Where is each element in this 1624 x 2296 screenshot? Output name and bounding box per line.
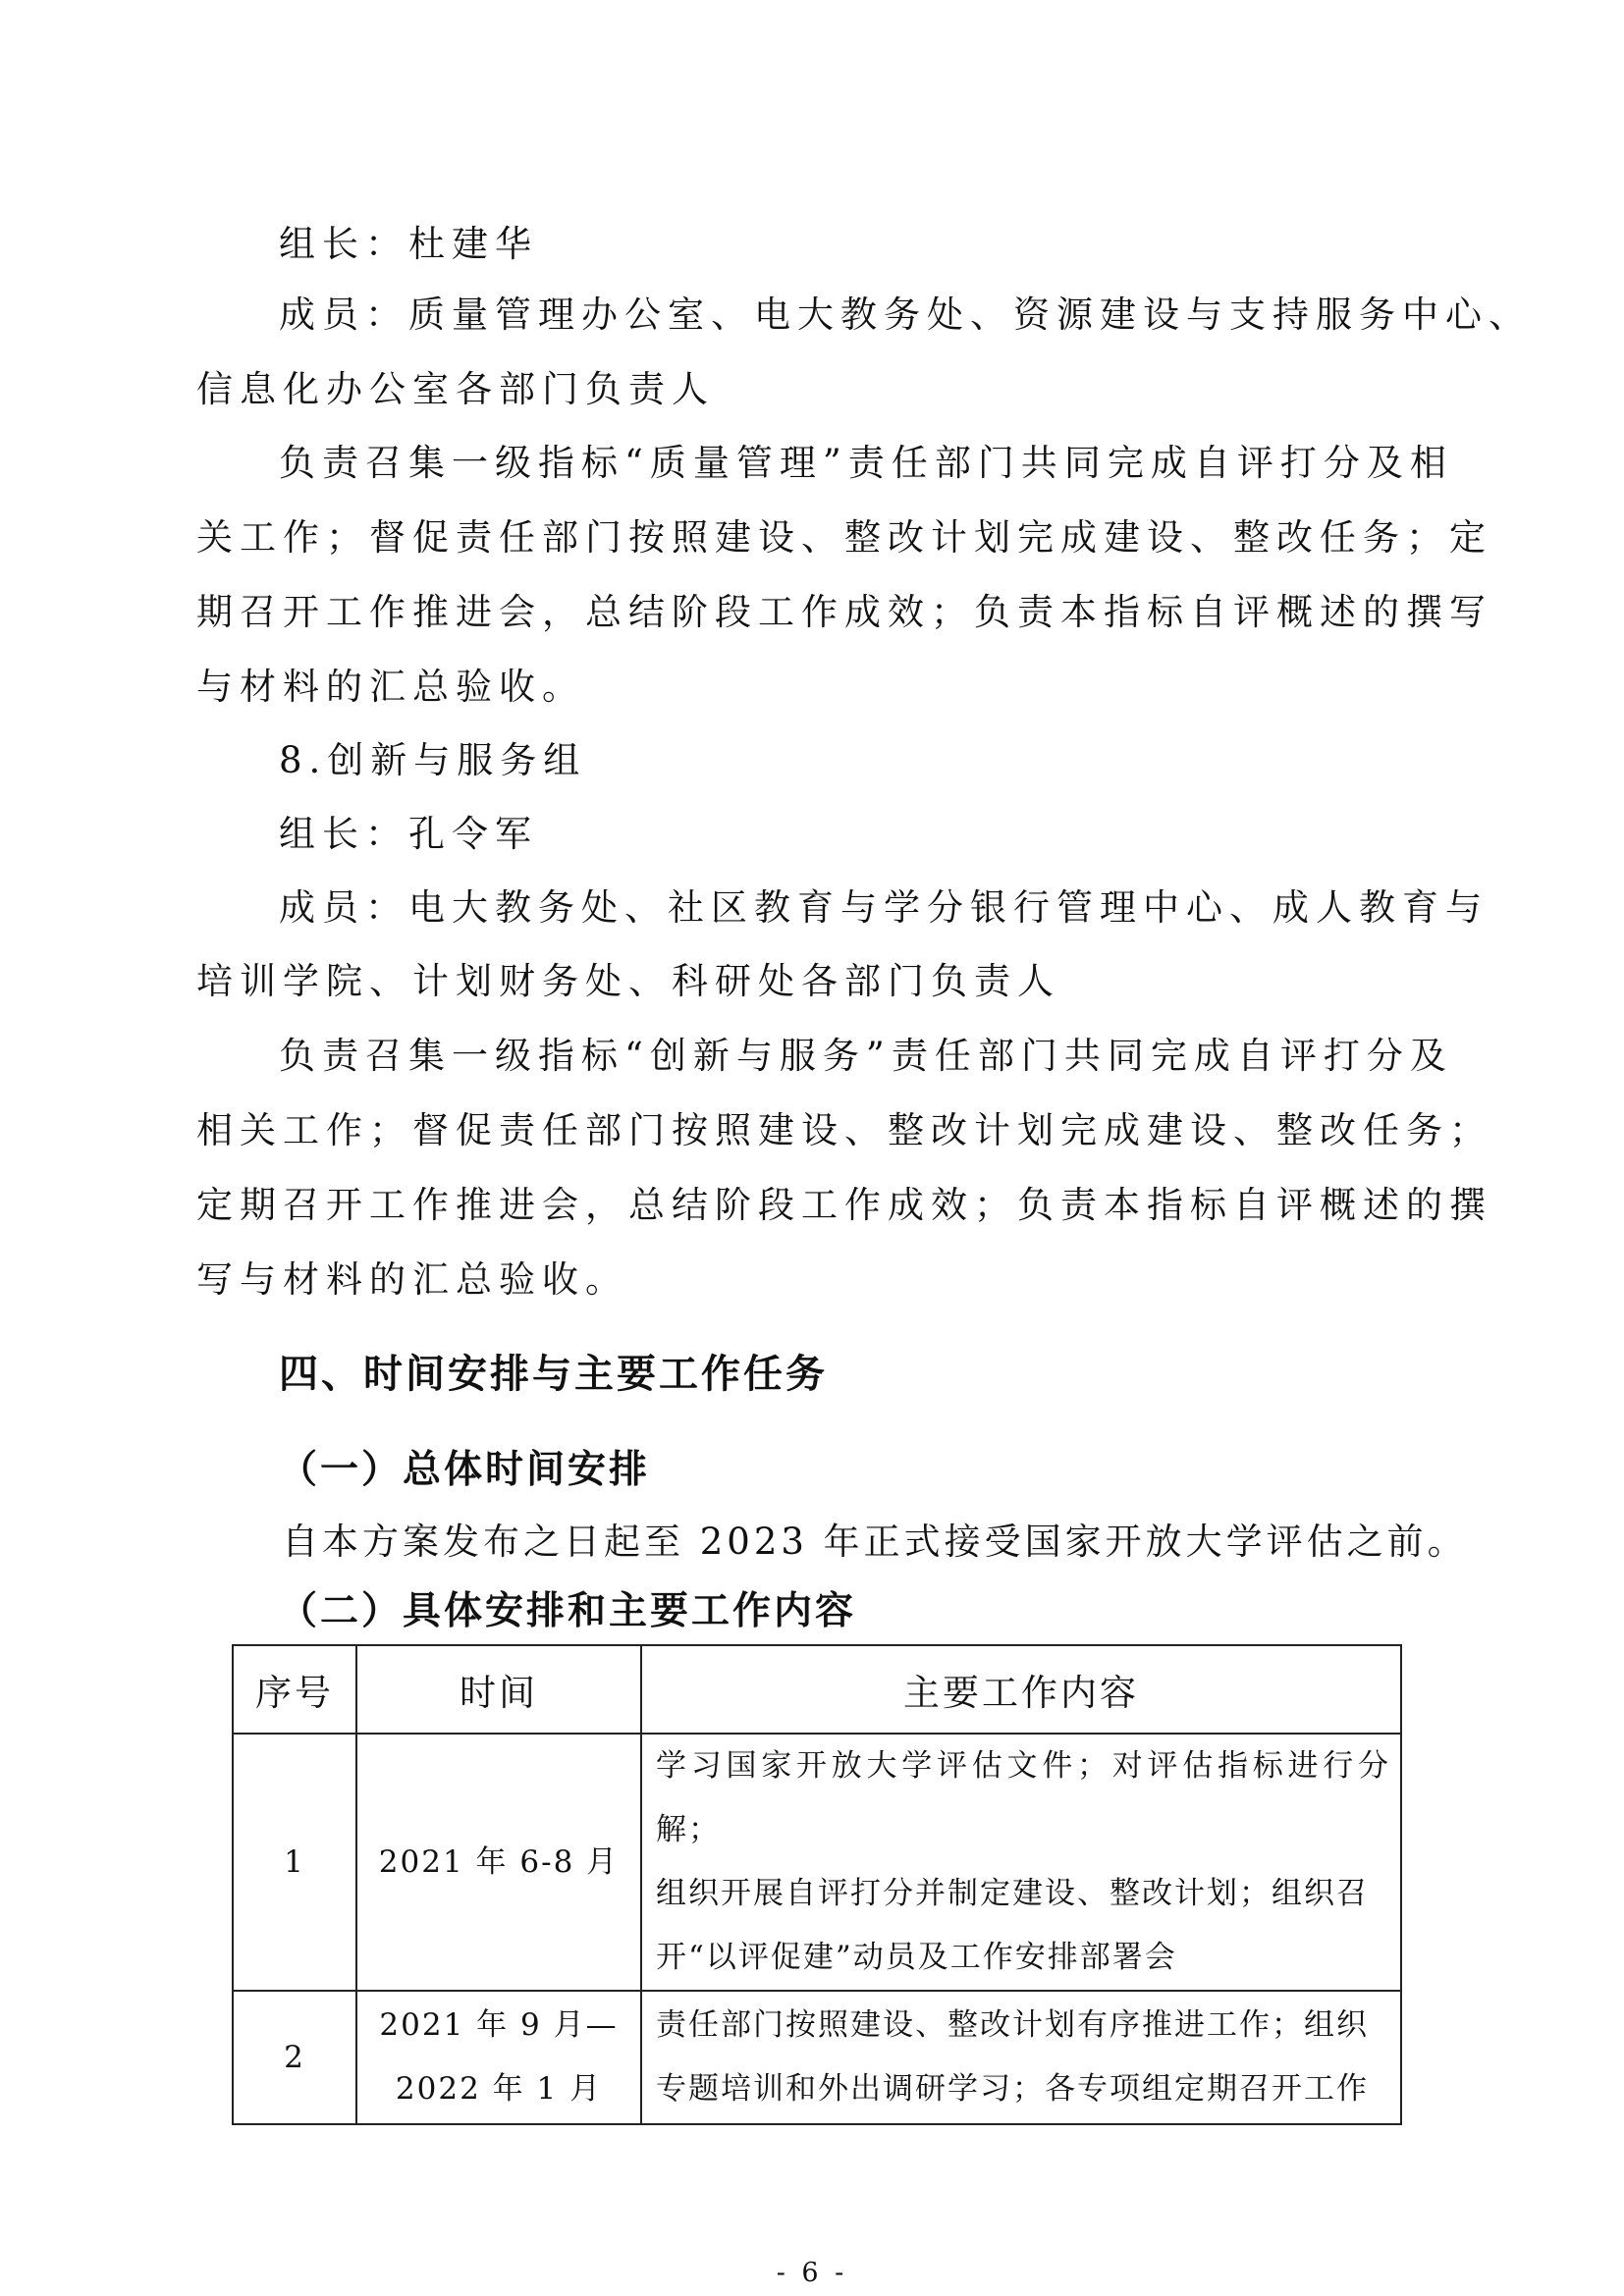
duty-line-8-3: 定期召开工作推进会，总结阶段工作成效；负责本指标自评概述的撰 <box>196 1184 1492 1226</box>
row-content-line: 开“以评促建”动员及工作安排部署会 <box>656 1940 1177 1975</box>
duty-line-8-4: 写与材料的汇总验收。 <box>196 1258 628 1301</box>
schedule-table <box>232 1644 1402 2125</box>
duty-line-7-2: 关工作；督促责任部门按照建设、整改计划完成建设、整改任务；定 <box>196 516 1492 559</box>
members-line-8-cont: 培训学院、计划财务处、科研处各部门负责人 <box>196 960 1060 1002</box>
members-line-7-cont: 信息化办公室各部门负责人 <box>196 368 715 410</box>
page-number: - 6 - <box>776 2258 848 2288</box>
table-row <box>233 1734 1401 1991</box>
row-content-line: 专题培训和外出调研学习；各专项组定期召开工作 <box>656 2071 1369 2107</box>
row-number-cell: 2 <box>233 1991 356 2124</box>
row-time-cell: 2021 年 6-8 月 <box>356 1734 641 1991</box>
duty-line-8-1: 负责召集一级指标“创新与服务”责任部门共同完成自评打分及 <box>279 1035 1453 1077</box>
row-number-cell: 1 <box>233 1734 356 1991</box>
duty-line-8-2: 相关工作；督促责任部门按照建设、整改计划完成建设、整改任务； <box>196 1109 1492 1151</box>
row-time-line: 2021 年 9 月— <box>379 2007 619 2043</box>
table-header-time: 时间 <box>356 1645 641 1734</box>
leader-line-7: 组长：杜建华 <box>279 223 538 265</box>
subsection-heading-2: （二）具体安排和主要工作内容 <box>279 1588 857 1633</box>
row-content-line: 学习国家开放大学评估文件；对评估指标进行分解； <box>656 1748 1390 1847</box>
schedule-text: 自本方案发布之日起至 2023 年正式接受国家开放大学评估之前。 <box>282 1521 1468 1563</box>
table-row <box>233 1991 1401 2124</box>
duty-line-7-1: 负责召集一级指标“质量管理”责任部门共同完成自评打分及相 <box>279 442 1453 484</box>
subsection-heading-1: （一）总体时间安排 <box>279 1447 651 1492</box>
group-8-title: 8.创新与服务组 <box>279 739 587 781</box>
row-content-line: 责任部门按照建设、整改计划有序推进工作；组织 <box>656 2007 1369 2043</box>
table-header-number: 序号 <box>233 1645 356 1734</box>
duty-line-7-3: 期召开工作推进会，总结阶段工作成效；负责本指标自评概述的撰写 <box>196 591 1492 633</box>
row-time-cell <box>356 1991 641 2124</box>
table-header-row <box>233 1645 1401 1734</box>
row-content-cell <box>641 1991 1401 2124</box>
row-content-line: 组织开展自评打分并制定建设、整改计划；组织召 <box>656 1876 1369 1911</box>
members-line-8: 成员：电大教务处、社区教育与学分银行管理中心、成人教育与 <box>279 886 1489 929</box>
row-time-line: 2022 年 1 月 <box>395 2071 603 2107</box>
duty-line-7-4: 与材料的汇总验收。 <box>196 666 585 708</box>
members-line-7: 成员：质量管理办公室、电大教务处、资源建设与支持服务中心、 <box>279 294 1532 336</box>
row-content-cell <box>641 1734 1401 1991</box>
leader-line-8: 组长：孔令军 <box>279 813 538 855</box>
section-heading-4: 四、时间安排与主要工作任务 <box>279 1352 828 1397</box>
table-header-content: 主要工作内容 <box>641 1645 1401 1734</box>
